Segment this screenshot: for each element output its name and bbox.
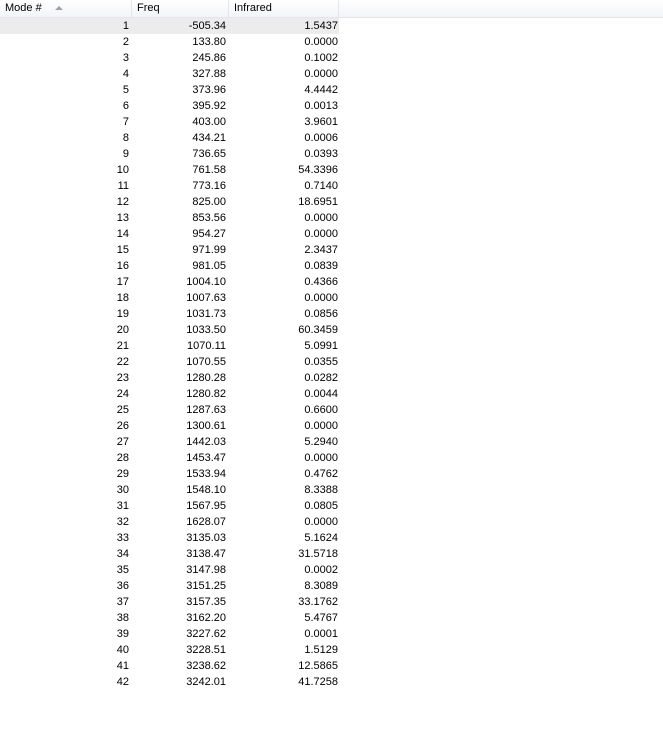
infrared-cell: 3.9601: [304, 116, 338, 128]
mode-cell: 7: [122, 116, 129, 128]
table-row[interactable]: [0, 274, 663, 290]
infrared-cell: 4.4442: [304, 84, 338, 96]
infrared-cell: 5.0991: [304, 340, 338, 352]
infrared-cell: 0.0001: [304, 628, 338, 640]
freq-cell: 954.27: [192, 228, 226, 240]
table-row[interactable]: [0, 34, 663, 50]
table-row[interactable]: [0, 322, 663, 338]
infrared-cell: 0.0000: [304, 228, 338, 240]
table-row[interactable]: [0, 418, 663, 434]
table-row[interactable]: [0, 402, 663, 418]
table-row[interactable]: [0, 610, 663, 626]
table-row[interactable]: [0, 530, 663, 546]
table-row[interactable]: [0, 626, 663, 642]
table-row[interactable]: [0, 562, 663, 578]
mode-cell: 24: [116, 388, 129, 400]
freq-cell: 1070.55: [186, 356, 226, 368]
mode-cell: 31: [116, 500, 129, 512]
infrared-cell: 0.0805: [304, 500, 338, 512]
infrared-cell: 2.3437: [304, 244, 338, 256]
freq-cell: 373.96: [192, 84, 226, 96]
infrared-cell: 33.1762: [298, 596, 338, 608]
freq-cell: 1533.94: [186, 468, 226, 480]
mode-cell: 18: [116, 292, 129, 304]
infrared-cell: 0.0006: [304, 132, 338, 144]
mode-cell: 36: [116, 580, 129, 592]
table-row[interactable]: [0, 98, 663, 114]
mode-cell: 12: [116, 196, 129, 208]
mode-cell: 14: [116, 228, 129, 240]
table-row[interactable]: [0, 66, 663, 82]
table-row[interactable]: [0, 146, 663, 162]
column-header-mode-label: Mode #: [5, 2, 42, 14]
table-header: [0, 0, 663, 18]
freq-cell: 853.56: [192, 212, 226, 224]
freq-cell: 1628.07: [186, 516, 226, 528]
table-row[interactable]: [0, 546, 663, 562]
freq-cell: 3138.47: [186, 548, 226, 560]
table-row[interactable]: [0, 162, 663, 178]
infrared-cell: 0.4762: [304, 468, 338, 480]
freq-cell: 1070.11: [187, 340, 226, 352]
table-row[interactable]: [0, 82, 663, 98]
mode-cell: 32: [116, 516, 129, 528]
freq-cell: 1280.82: [186, 388, 226, 400]
table-row[interactable]: [0, 338, 663, 354]
infrared-cell: 0.0000: [304, 452, 338, 464]
mode-cell: 22: [116, 356, 129, 368]
table-row[interactable]: [0, 242, 663, 258]
table-row[interactable]: [0, 642, 663, 658]
mode-cell: 38: [116, 612, 129, 624]
freq-cell: 736.65: [192, 148, 226, 160]
mode-cell: 8: [122, 132, 129, 144]
freq-cell: 3157.35: [186, 596, 226, 608]
infrared-cell: 1.5437: [229, 18, 339, 34]
infrared-cell: 0.7140: [304, 180, 338, 192]
infrared-cell: 8.3089: [304, 580, 338, 592]
infrared-cell: 0.0000: [304, 68, 338, 80]
mode-cell: 23: [116, 372, 129, 384]
infrared-cell: 5.2940: [304, 436, 338, 448]
table-row[interactable]: [0, 226, 663, 242]
column-header-mode[interactable]: [0, 0, 132, 17]
column-header-freq-label: Freq: [137, 2, 160, 14]
freq-cell: 327.88: [192, 68, 226, 80]
mode-cell: 26: [116, 420, 129, 432]
freq-cell: 395.92: [192, 100, 226, 112]
freq-cell: -505.34: [132, 18, 229, 34]
infrared-cell: 0.0000: [304, 420, 338, 432]
mode-cell: 15: [116, 244, 129, 256]
mode-cell: 17: [116, 276, 129, 288]
freq-cell: 1300.61: [186, 420, 226, 432]
mode-cell: 27: [116, 436, 129, 448]
table-row[interactable]: [0, 578, 663, 594]
infrared-cell: 0.0282: [304, 372, 338, 384]
mode-cell: 30: [116, 484, 129, 496]
mode-cell: 10: [116, 164, 129, 176]
table-row[interactable]: [0, 194, 663, 210]
freq-cell: 3238.62: [186, 660, 226, 672]
freq-cell: 245.86: [192, 52, 226, 64]
mode-cell: 5: [122, 84, 129, 96]
freq-cell: 434.21: [192, 132, 226, 144]
freq-cell: 403.00: [192, 116, 226, 128]
infrared-cell: 1.5129: [304, 644, 338, 656]
column-header-infrared-label: Infrared: [234, 2, 272, 14]
table-row[interactable]: [0, 466, 663, 482]
infrared-cell: 60.3459: [298, 324, 338, 336]
mode-cell: 42: [116, 676, 129, 688]
mode-cell: 28: [116, 452, 129, 464]
column-header-infrared[interactable]: [229, 0, 339, 17]
freq-cell: 981.05: [192, 260, 226, 272]
freq-cell: 3135.03: [186, 532, 226, 544]
table-row[interactable]: [0, 210, 663, 226]
mode-cell: 16: [116, 260, 129, 272]
table-row[interactable]: [0, 18, 663, 34]
table-row[interactable]: [0, 178, 663, 194]
freq-cell: 3228.51: [186, 644, 226, 656]
mode-cell: 3: [122, 52, 129, 64]
mode-cell: 21: [116, 340, 129, 352]
freq-cell: 3162.20: [186, 612, 226, 624]
infrared-cell: 0.6600: [304, 404, 338, 416]
mode-cell: 39: [116, 628, 129, 640]
infrared-cell: 0.0002: [304, 564, 338, 576]
freq-cell: 1453.47: [186, 452, 226, 464]
table-row[interactable]: [0, 370, 663, 386]
infrared-cell: 41.7258: [298, 676, 338, 688]
table-row[interactable]: [0, 50, 663, 66]
freq-cell: 3227.62: [186, 628, 226, 640]
mode-cell: 13: [116, 212, 129, 224]
infrared-cell: 5.1624: [304, 532, 338, 544]
infrared-cell: 0.0013: [304, 100, 338, 112]
table-row[interactable]: [0, 594, 663, 610]
mode-cell: 19: [116, 308, 129, 320]
mode-cell: 35: [116, 564, 129, 576]
infrared-cell: 0.0000: [304, 292, 338, 304]
infrared-cell: 8.3388: [304, 484, 338, 496]
mode-cell: 9: [122, 148, 129, 160]
table-row[interactable]: [0, 354, 663, 370]
infrared-cell: 31.5718: [298, 548, 338, 560]
table-row[interactable]: [0, 450, 663, 466]
freq-cell: 3147.98: [186, 564, 226, 576]
mode-cell: 29: [116, 468, 129, 480]
mode-cell: 4: [122, 68, 129, 80]
infrared-cell: 0.0044: [304, 388, 338, 400]
freq-cell: 1548.10: [186, 484, 226, 496]
table-row[interactable]: [0, 290, 663, 306]
infrared-cell: 0.1002: [304, 52, 338, 64]
freq-cell: 1004.10: [186, 276, 226, 288]
table-row[interactable]: [0, 130, 663, 146]
table-body: [0, 18, 663, 690]
mode-cell: 40: [116, 644, 129, 656]
infrared-cell: 5.4767: [304, 612, 338, 624]
freq-cell: 1280.28: [186, 372, 226, 384]
mode-cell: 37: [116, 596, 129, 608]
freq-cell: 825.00: [192, 196, 226, 208]
freq-cell: 971.99: [192, 244, 226, 256]
infrared-cell: 0.4366: [304, 276, 338, 288]
mode-cell: 11: [117, 180, 129, 192]
infrared-cell: 12.5865: [298, 660, 338, 672]
mode-cell: 34: [116, 548, 129, 560]
mode-cell: 25: [116, 404, 129, 416]
freq-cell: 1007.63: [186, 292, 226, 304]
freq-cell: 1033.50: [186, 324, 226, 336]
infrared-cell: 0.0000: [304, 212, 338, 224]
table-row[interactable]: [0, 498, 663, 514]
mode-cell: 20: [116, 324, 129, 336]
freq-cell: 1442.03: [186, 436, 226, 448]
infrared-cell: 0.0393: [304, 148, 338, 160]
sort-ascending-icon: [55, 6, 63, 10]
table-row[interactable]: [0, 306, 663, 322]
freq-cell: 1567.95: [186, 500, 226, 512]
freq-cell: 761.58: [192, 164, 226, 176]
mode-cell: 2: [122, 36, 129, 48]
infrared-cell: 0.0000: [304, 36, 338, 48]
freq-cell: 1031.73: [186, 308, 226, 320]
infrared-cell: 0.0839: [304, 260, 338, 272]
freq-cell: 1287.63: [186, 404, 226, 416]
freq-cell: 3242.01: [186, 676, 226, 688]
infrared-cell: 0.0355: [304, 356, 338, 368]
mode-cell: 41: [116, 660, 129, 672]
table-row[interactable]: [0, 514, 663, 530]
freq-cell: 773.16: [192, 180, 226, 192]
infrared-cell: 0.0000: [304, 516, 338, 528]
mode-cell: 6: [122, 100, 129, 112]
column-header-freq[interactable]: [132, 0, 229, 17]
mode-cell: 33: [116, 532, 129, 544]
freq-cell: 133.80: [192, 36, 226, 48]
table-row[interactable]: [0, 386, 663, 402]
table-row[interactable]: [0, 658, 663, 674]
table-row[interactable]: [0, 482, 663, 498]
infrared-cell: 0.0856: [304, 308, 338, 320]
table-row[interactable]: [0, 114, 663, 130]
infrared-cell: 54.3396: [298, 164, 338, 176]
table-row[interactable]: [0, 434, 663, 450]
table-row[interactable]: [0, 674, 663, 690]
infrared-cell: 18.6951: [298, 196, 338, 208]
mode-cell: 1: [0, 18, 132, 34]
freq-cell: 3151.25: [186, 580, 226, 592]
table-row[interactable]: [0, 258, 663, 274]
